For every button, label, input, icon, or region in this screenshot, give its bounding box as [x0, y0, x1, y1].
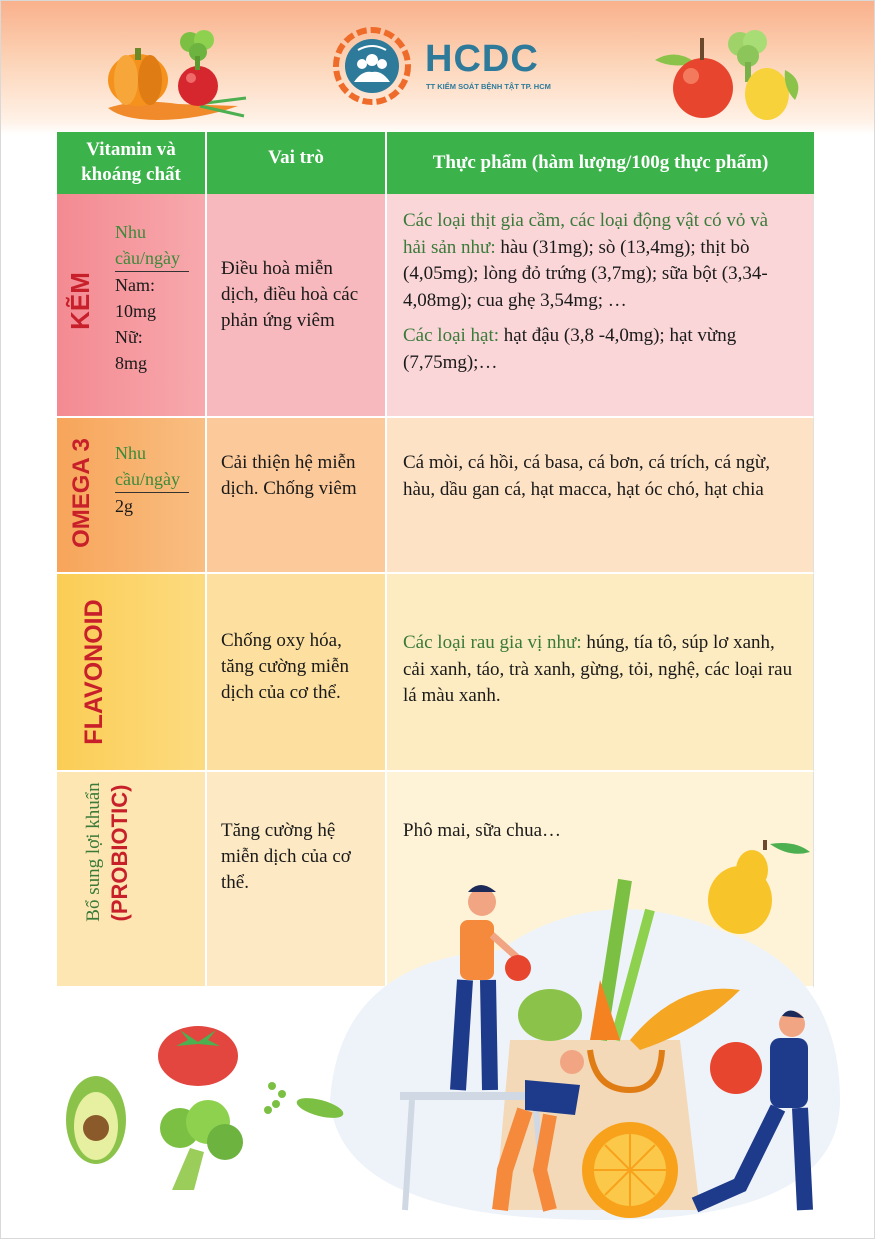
food-list: Phô mai, sữa chua…: [403, 820, 562, 841]
need-line: Nam:: [115, 275, 155, 295]
role-text: Điều hoà miễn dịch, điều hoà các phản ứng viêm: [221, 258, 359, 331]
logo-subtitle: TT KIỂM SOÁT BỆNH TẬT TP. HCM: [426, 82, 551, 91]
daily-need: [115, 219, 191, 376]
nutrient-cell: [57, 574, 207, 772]
table-row-omega3: [57, 418, 814, 574]
logo-title: HCDC: [425, 38, 539, 80]
column-header-role: Vai trò: [207, 132, 387, 194]
need-line: 10mg: [115, 301, 157, 321]
need-line: Nữ:: [115, 327, 143, 347]
nutrient-name: KẼM: [65, 272, 95, 330]
vegetables-illustration-top-left: [98, 28, 248, 128]
table-row-zinc: [57, 194, 814, 418]
food-list: húng, tía tô, súp lơ xanh, cải xanh, táo, trà xanh, gừng, tỏi, nghệ, các loại rau lá màu xanh.: [403, 632, 793, 706]
daily-need: [115, 440, 191, 519]
food-list: hàu (31mg); sò (13,4mg); thịt bò (4,05mg); lòng đỏ trứng (3,7mg); sữa bột (3,34-4,08mg); cua ghẹ 3,54mg; …: [403, 236, 768, 311]
food-list: Cá mòi, cá hồi, cá basa, cá bơn, cá trích, cá ngừ, hàu, dầu gan cá, hạt macca, hạt óc chó, hạt chia: [403, 452, 770, 500]
need-line: 8mg: [115, 353, 148, 373]
fruits-illustration-top-right: [645, 30, 815, 125]
nutrient-name: (PROBIOTIC): [107, 784, 132, 922]
table-row-flavonoid: [57, 574, 814, 772]
daily-need-label: Nhu cầu/ngày: [115, 222, 180, 268]
role-text: Tăng cường hệ miễn dịch của cơ thể.: [221, 820, 351, 893]
nutrient-name: FLAVONOID: [80, 599, 108, 745]
nutrient-cell: [57, 194, 207, 418]
role-text: Chống oxy hóa, tăng cường miễn dịch của cơ thể.: [221, 630, 349, 703]
nutrient-cell: [57, 772, 207, 988]
need-line: 2g: [115, 496, 133, 516]
food-text: [403, 208, 795, 385]
food-category-label: Các loại rau gia vị như:: [403, 632, 582, 653]
nutrient-cell: [57, 418, 207, 574]
food-category-label: Các loại hạt:: [403, 325, 500, 346]
role-cell: [207, 194, 387, 418]
daily-need-label: Nhu cầu/ngày: [115, 443, 180, 489]
food-cell: [387, 194, 814, 418]
role-cell: [207, 418, 387, 574]
food-category-label: Các loại thịt gia cầm, các loại động vật có vỏ và hải sản như:: [403, 210, 769, 258]
grocery-people-illustration: [300, 840, 860, 1220]
nutrient-name-small: Bổ sung lợi khuẩn: [83, 782, 104, 922]
vegetables-illustration-bottom-left: [60, 1018, 350, 1198]
food-cell: [387, 574, 814, 772]
nutrient-name: OMEGA 3: [68, 438, 95, 548]
food-text: [403, 630, 795, 719]
column-header-food: Thực phẩm (hàm lượng/100g thực phẩm): [387, 132, 814, 194]
food-cell: [387, 418, 814, 574]
column-header-vitamin: Vitamin và khoáng chất: [57, 132, 207, 194]
role-text: Cải thiện hệ miễn dịch. Chống viêm: [221, 452, 357, 499]
food-list: hạt đậu (3,8 -4,0mg); hạt vừng (7,75mg);…: [403, 325, 737, 373]
role-cell: [207, 574, 387, 772]
hcdc-logo-icon: [332, 26, 412, 106]
